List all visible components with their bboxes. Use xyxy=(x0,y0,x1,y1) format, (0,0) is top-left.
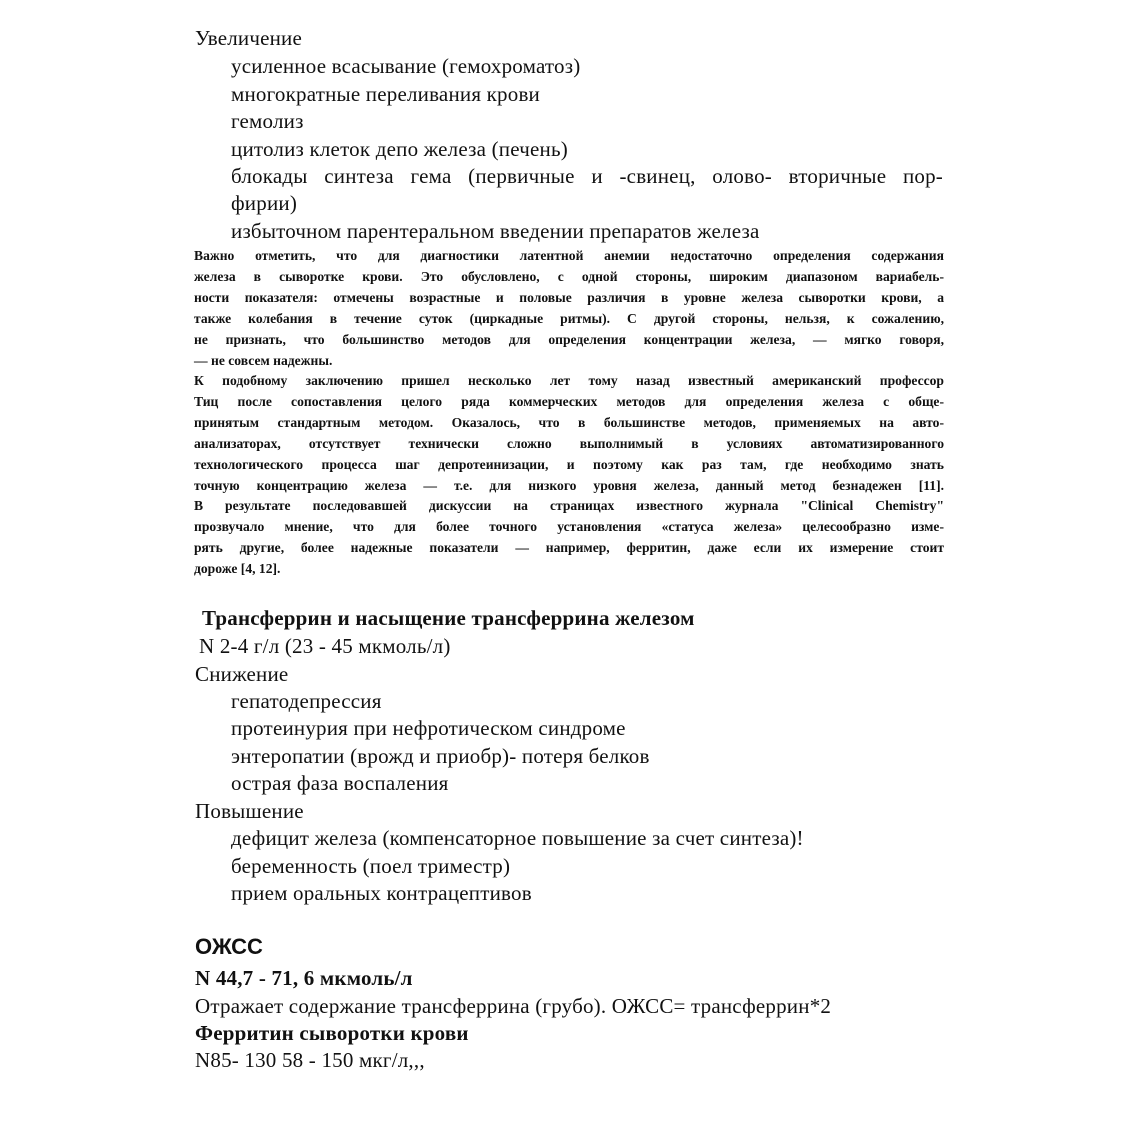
transferrin-decrease-item: гепатодепрессия xyxy=(231,689,382,713)
note-paragraph-2 xyxy=(194,371,944,580)
transferrin-increase-item: прием оральных контрацептивов xyxy=(231,881,532,905)
transferrin-decrease-heading: Снижение xyxy=(195,662,289,686)
note-line: — не совсем надежны. xyxy=(194,352,333,368)
iron-increase-item: усиленное всасывание (гемохроматоз) xyxy=(231,54,581,78)
iron-increase-item: цитолиз клеток депо железа (печень) xyxy=(231,137,568,161)
tibc-norm: N 44,7 - 71, 6 мкмоль/л xyxy=(195,966,413,990)
note-line: железа в сыворотке крови. Это обусловлено, с одной стороны, широким диапазоном вариабель- xyxy=(194,268,944,284)
transferrin-increase-item: дефицит железа (компенсаторное повышение за счет синтеза)! xyxy=(231,826,804,850)
transferrin-decrease-item: острая фаза воспаления xyxy=(231,771,449,795)
note-line: ности показателя: отмечены возрастные и половые различия в уровне железа сыворотки крови, а xyxy=(194,289,944,305)
tibc-title: ОЖСС xyxy=(195,934,263,959)
note-line: принятым стандартным методом. Оказалось, что в большинстве методов, применяемых на авто- xyxy=(194,414,944,430)
transferrin-decrease-item: энтеропатии (врожд и приобр)- потеря белков xyxy=(231,744,650,768)
iron-increase-item: блокады синтеза гема (первичные и -свинец, олово- вторичные пор- xyxy=(231,164,943,188)
iron-increase-item: гемолиз xyxy=(231,109,304,133)
iron-increase-item: фирии) xyxy=(231,191,298,215)
note-line: рять другие, более надежные показатели — например, ферритин, даже если их измерение стоит xyxy=(194,540,944,556)
transferrin-decrease-item: протеинурия при нефротическом синдроме xyxy=(231,716,626,740)
note-line: точную концентрацию железа — т.е. для низкого уровня железа, данный метод безнадежен [11]. xyxy=(194,477,944,493)
transferrin-increase-item: беременность (поел триместр) xyxy=(231,854,511,878)
note-line: прозвучало мнение, что для более точного установления «статуса железа» целесообразно изме- xyxy=(194,519,944,535)
note-line: технологического процесса шаг депротеинизации, и поэтому как раз там, где необходимо знать xyxy=(194,456,944,472)
transferrin-norm: N 2-4 г/л (23 - 45 мкмоль/л) xyxy=(199,634,451,658)
note-line: Тиц после сопоставления целого ряда коммерческих методов для определения железа с обще- xyxy=(194,393,944,409)
note-line: не признать, что большинство методов для определения концентрации железа, — мягко говоря, xyxy=(194,331,944,347)
note-paragraph-1 xyxy=(194,246,944,371)
transferrin-increase-heading: Повышение xyxy=(195,799,304,823)
note-line: В результате последовавшей дискуссии на страницах известного журнала "Clinical Chemistry" xyxy=(194,498,944,514)
ferritin-title: Ферритин сыворотки крови xyxy=(195,1021,469,1045)
iron-increase-item: избыточном парентеральном введении препаратов железа xyxy=(231,219,760,243)
note-line: К подобному заключению пришел несколько лет тому назад известный американский профессор xyxy=(194,373,944,388)
ferritin-norm: N85- 130 58 - 150 мкг/л,,, xyxy=(195,1048,425,1072)
transferrin-title: Трансферрин и насыщение трансферрина железом xyxy=(202,606,695,630)
note-line: Важно отметить, что для диагностики латентной анемии недостаточно определения содержания xyxy=(194,248,944,263)
note-line: дороже [4, 12]. xyxy=(194,561,281,577)
iron-increase-item: многократные переливания крови xyxy=(231,82,540,106)
note-line: анализаторах, отсутствует технически сложно выполнимый в условиях автоматизированного xyxy=(194,435,944,451)
iron-increase-heading: Увеличение xyxy=(195,26,303,50)
note-line: также колебания в течение суток (циркадные ритмы). С другой стороны, нельзя, к сожалению, xyxy=(194,310,944,326)
tibc-description: Отражает содержание трансферрина (грубо). ОЖСС= трансферрин*2 xyxy=(195,994,832,1018)
